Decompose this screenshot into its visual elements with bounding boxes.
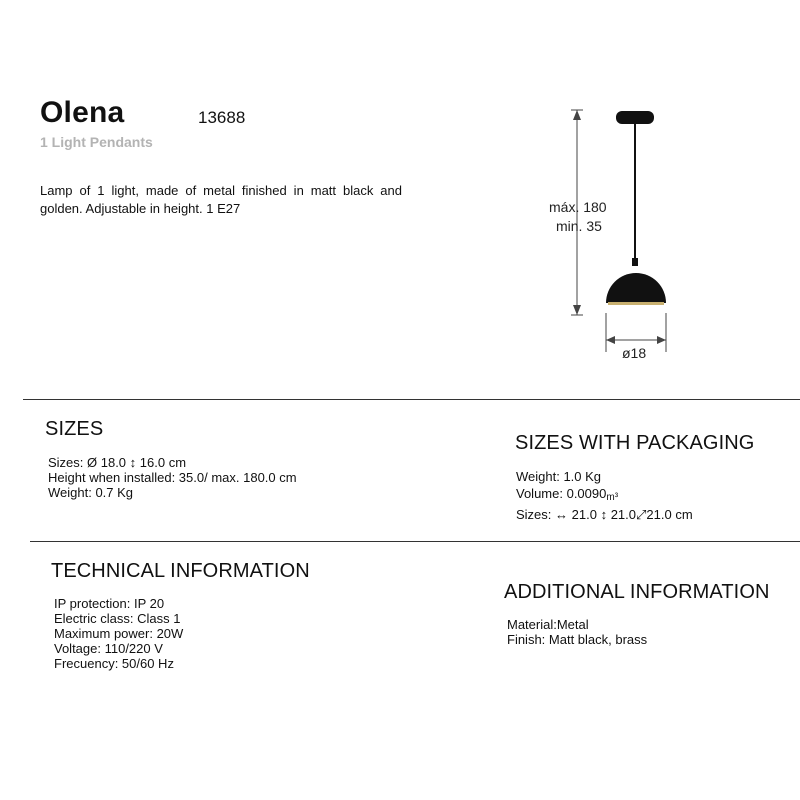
technical-block <box>54 596 183 671</box>
height-min-label: min. 35 <box>556 218 602 234</box>
additional-material: Material:Metal <box>507 617 589 632</box>
product-category: 1 Light Pendants <box>40 134 153 150</box>
sizes-weight: Weight: 0.7 Kg <box>48 485 134 500</box>
width-arrow-icon: ↔ <box>555 507 569 522</box>
height-arrow-icon: ↕ <box>596 507 611 522</box>
shade <box>606 273 666 303</box>
sizes-diameter: Sizes: Ø 18.0 <box>48 455 127 470</box>
packaging-block <box>516 468 693 523</box>
product-name: Olena <box>40 96 125 129</box>
technical-class: Electric class: Class 1 <box>54 611 181 626</box>
additional-block <box>507 617 647 647</box>
sizes-height: 16.0 cm <box>139 455 187 470</box>
technical-power: Maximum power: 20W <box>54 626 184 641</box>
shade-inner-rim <box>608 302 664 305</box>
packaging-sizes-line <box>516 506 693 523</box>
diameter-arrow-right <box>657 336 666 344</box>
depth-arrow-icon: ⤢ <box>636 507 647 522</box>
sizes-dimensions-line <box>48 455 297 470</box>
diameter-label: ø18 <box>622 345 647 361</box>
technical-ip: IP protection: IP 20 <box>54 596 165 611</box>
packaging-volume-line <box>516 485 693 506</box>
section-divider-bottom <box>30 541 800 542</box>
additional-heading: ADDITIONAL INFORMATION <box>504 581 770 603</box>
packaging-width: 21.0 <box>571 507 597 522</box>
packaging-height: 21.0 <box>610 507 637 522</box>
height-max-label: máx. 180 <box>549 199 607 215</box>
technical-frequency: Frecuency: 50/60 Hz <box>54 656 174 671</box>
sizes-heading: SIZES <box>45 418 104 440</box>
canopy <box>616 111 654 124</box>
product-description: Lamp of 1 light, made of metal finished in matt black and golden. Adjustable in height. 1 E27 <box>40 183 402 216</box>
sizes-block <box>48 455 297 500</box>
technical-voltage: Voltage: 110/220 V <box>54 641 163 656</box>
height-arrow-icon: ↕ <box>129 455 137 470</box>
sizes-height-installed: Height when installed: 35.0/ max. 180.0 cm <box>48 470 297 485</box>
packaging-sizes-label: Sizes: <box>516 507 552 522</box>
height-arrow-down <box>573 305 581 315</box>
socket <box>632 258 638 266</box>
packaging-weight: Weight: 1.0 Kg <box>516 469 602 484</box>
packaging-depth: 21.0 cm <box>646 507 693 522</box>
section-divider-top <box>23 399 800 400</box>
product-code: 13688 <box>198 108 246 127</box>
technical-heading: TECHNICAL INFORMATION <box>51 560 310 582</box>
packaging-volume: Volume: 0.0090 <box>516 486 607 501</box>
additional-finish: Finish: Matt black, brass <box>507 632 648 647</box>
packaging-volume-unit: m³ <box>606 492 619 503</box>
height-arrow-up <box>573 110 581 120</box>
diameter-arrow-left <box>606 336 615 344</box>
packaging-heading: SIZES WITH PACKAGING <box>515 432 755 454</box>
